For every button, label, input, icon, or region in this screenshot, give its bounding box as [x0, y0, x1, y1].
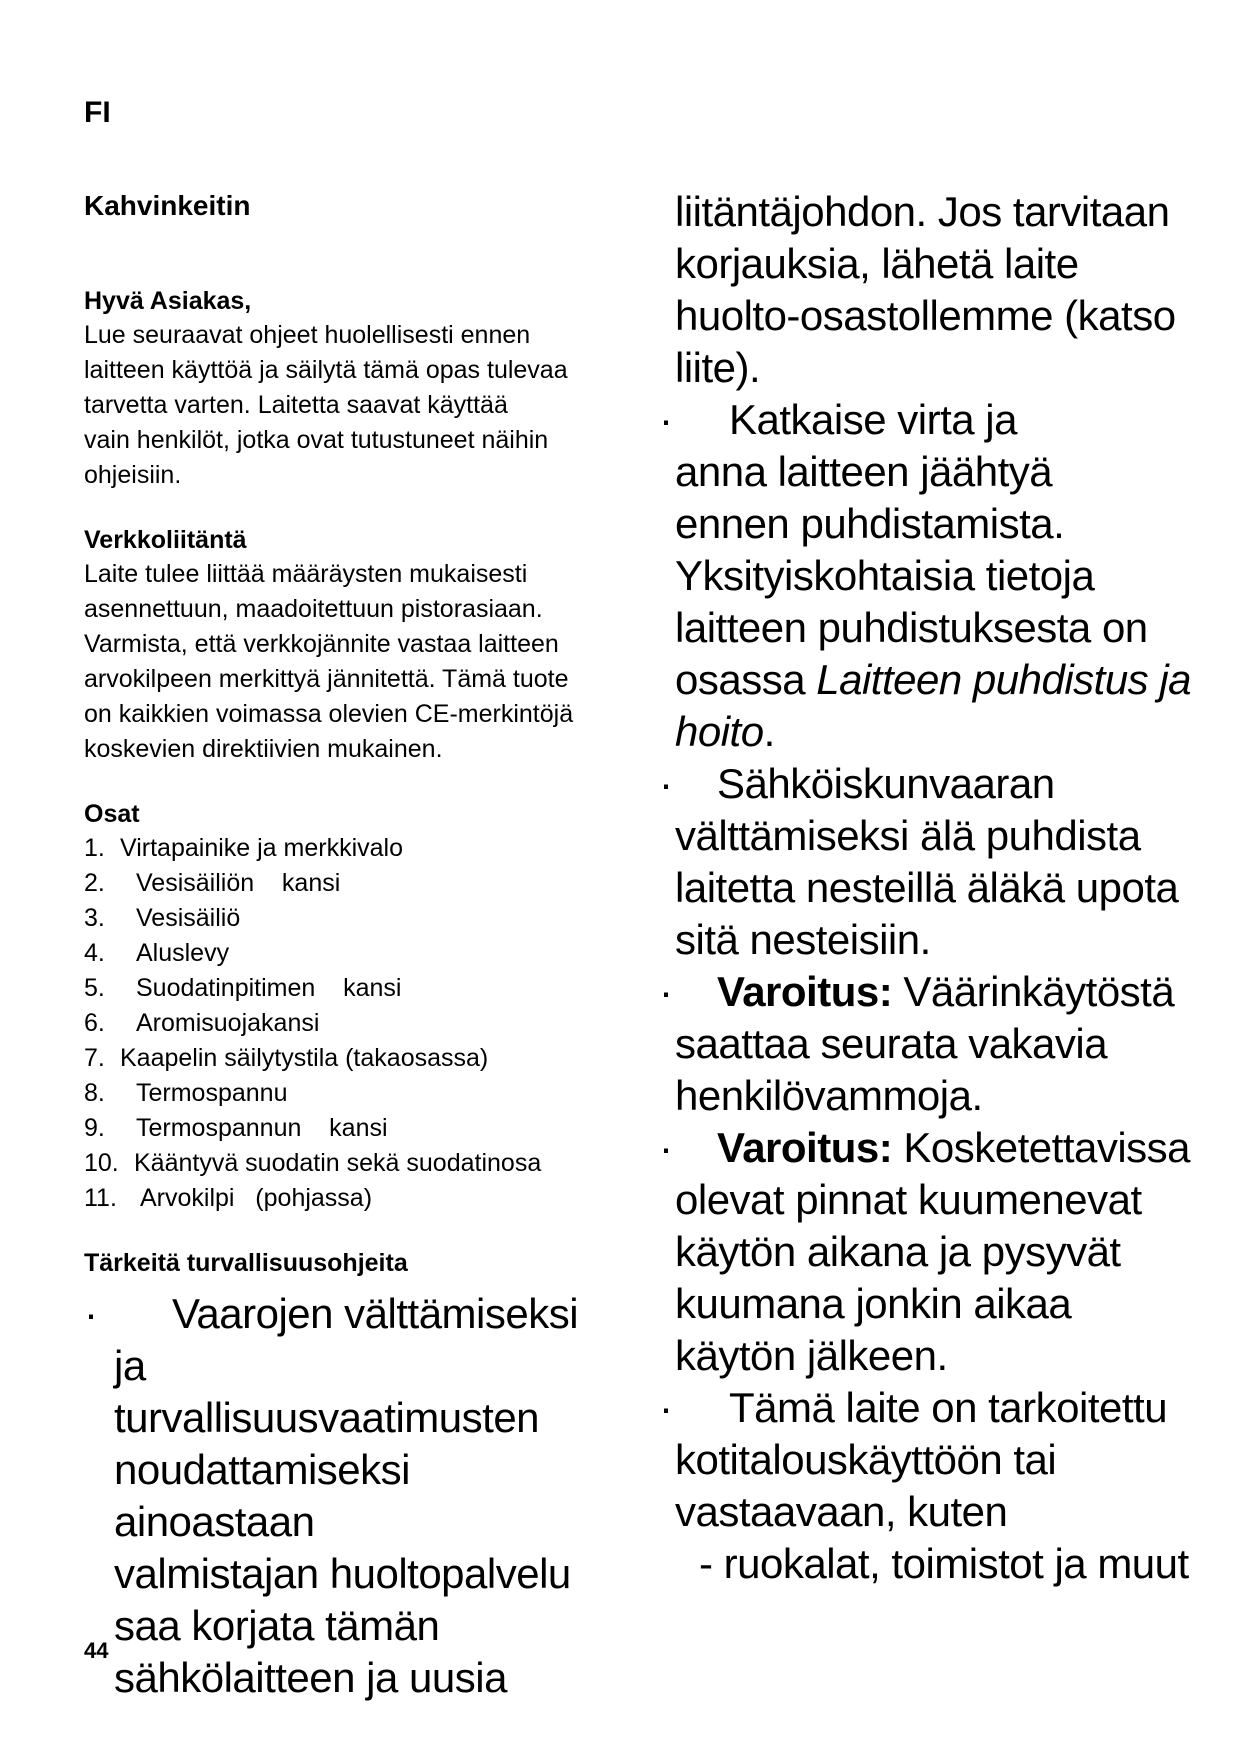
- list-item: 7. Kaapelin säilytystila (takaosassa): [84, 1044, 489, 1072]
- page-number: 44: [84, 1638, 109, 1663]
- list-item: 3. Vesisäiliö: [84, 904, 241, 932]
- bullet-icon: ·: [659, 1124, 673, 1171]
- bullet-icon: ·: [659, 1384, 673, 1431]
- list-item: 8. Termospannu: [84, 1079, 288, 1107]
- right-column: [659, 186, 1215, 1590]
- greeting-line: ohjeisiin.: [84, 461, 182, 489]
- parts-heading: Osat: [84, 800, 140, 828]
- bullet-icon: ·: [659, 396, 673, 443]
- network-line: Laite tulee liittää määräysten mukaisesti: [84, 560, 528, 588]
- list-item: 11. Arvokilpi (pohjassa): [84, 1184, 373, 1212]
- greeting-line: laitteen käyttöä ja säilytä tämä opas tulevaa: [84, 356, 568, 384]
- list-item: 6. Aromisuojakansi: [84, 1009, 320, 1037]
- bullet-icon: ·: [659, 760, 673, 807]
- language-code: FI: [84, 96, 111, 129]
- greeting-section: [84, 284, 604, 493]
- list-item: 5. Suodatinpitimen kansi: [84, 974, 402, 1002]
- bullet-warning-hot: · Varoitus: Kosketettavissa olevat pinnat kuumenevat käytön aikana ja pysyvät kuumana jonkin aikaa käytön jälkeen.: [659, 1124, 1191, 1379]
- network-line: koskevien direktiivien mukainen.: [84, 735, 443, 763]
- parts-list: [84, 831, 604, 1216]
- greeting-line: vain henkilöt, jotka ovat tutustuneet näihin: [84, 426, 549, 454]
- safety-section: [84, 1246, 604, 1704]
- list-item: 9. Termospannun kansi: [84, 1114, 388, 1142]
- bullet-household-use: · Tämä laite on tarkoitettu kotitalouskäyttöön tai vastaavaan, kuten - ruokalat, toimistot ja muut: [659, 1384, 1189, 1587]
- greeting-line: Lue seuraavat ohjeet huolellisesti ennen: [84, 321, 531, 349]
- left-column: [84, 190, 604, 1704]
- bullet-warning-misuse: · Varoitus: Väärinkäytöstä saattaa seurata vakavia henkilövammoja.: [659, 968, 1175, 1119]
- bullet-electric-shock: · Sähköiskunvaaran välttämiseksi älä puhdista laitetta nesteillä äläkä upota sitä nesteisiin.: [659, 760, 1179, 963]
- safety-bullet-text: · Vaarojen välttämiseksi ja turvallisuusvaatimusten noudattamiseksi ainoastaan valmistajan huoltopalvelu saa korjata tämän sähkölaitteen ja uusia: [84, 1290, 579, 1701]
- network-line: Varmista, että verkkojännite vastaa laitteen: [84, 630, 559, 658]
- list-item: 1. Virtapainike ja merkkivalo: [84, 834, 403, 862]
- greeting-line: tarvetta varten. Laitetta saavat käyttää: [84, 391, 508, 419]
- list-item: 2. Vesisäiliön kansi: [84, 869, 341, 897]
- product-title: Kahvinkeitin: [84, 190, 251, 221]
- bullet-icon: ·: [659, 968, 673, 1015]
- safety-heading: Tärkeitä turvallisuusohjeita: [84, 1249, 408, 1277]
- network-section: [84, 523, 604, 767]
- warning-label: Varoitus:: [717, 1124, 893, 1171]
- network-line: on kaikkien voimassa olevien CE-merkintöjä: [84, 700, 574, 728]
- list-item: 4. Aluslevy: [84, 939, 230, 967]
- bullet-icon: ·: [84, 1290, 98, 1337]
- list-item: 10. Kääntyvä suodatin sekä suodatinosa: [84, 1149, 542, 1177]
- warning-label: Varoitus:: [717, 968, 893, 1015]
- network-line: asennettuun, maadoitettuun pistorasiaan.: [84, 595, 543, 623]
- continued-paragraph: liitäntäjohdon. Jos tarvitaan korjauksia, lähetä laite huolto-osastollemme (katso liite).: [675, 188, 1176, 391]
- greeting-heading: Hyvä Asiakas,: [84, 287, 252, 315]
- network-heading: Verkkoliitäntä: [84, 526, 247, 554]
- parts-section: [84, 797, 604, 1216]
- network-line: arvokilpeen merkittyä jännitettä. Tämä tuote: [84, 665, 569, 693]
- bullet-cleaning: · Katkaise virta ja anna laitteen jäähtyä ennen puhdistamista. Yksityiskohtaisia tietoja laitteen puhdistuksesta on osassa Laitteen puhdistus ja hoito.: [659, 396, 1192, 755]
